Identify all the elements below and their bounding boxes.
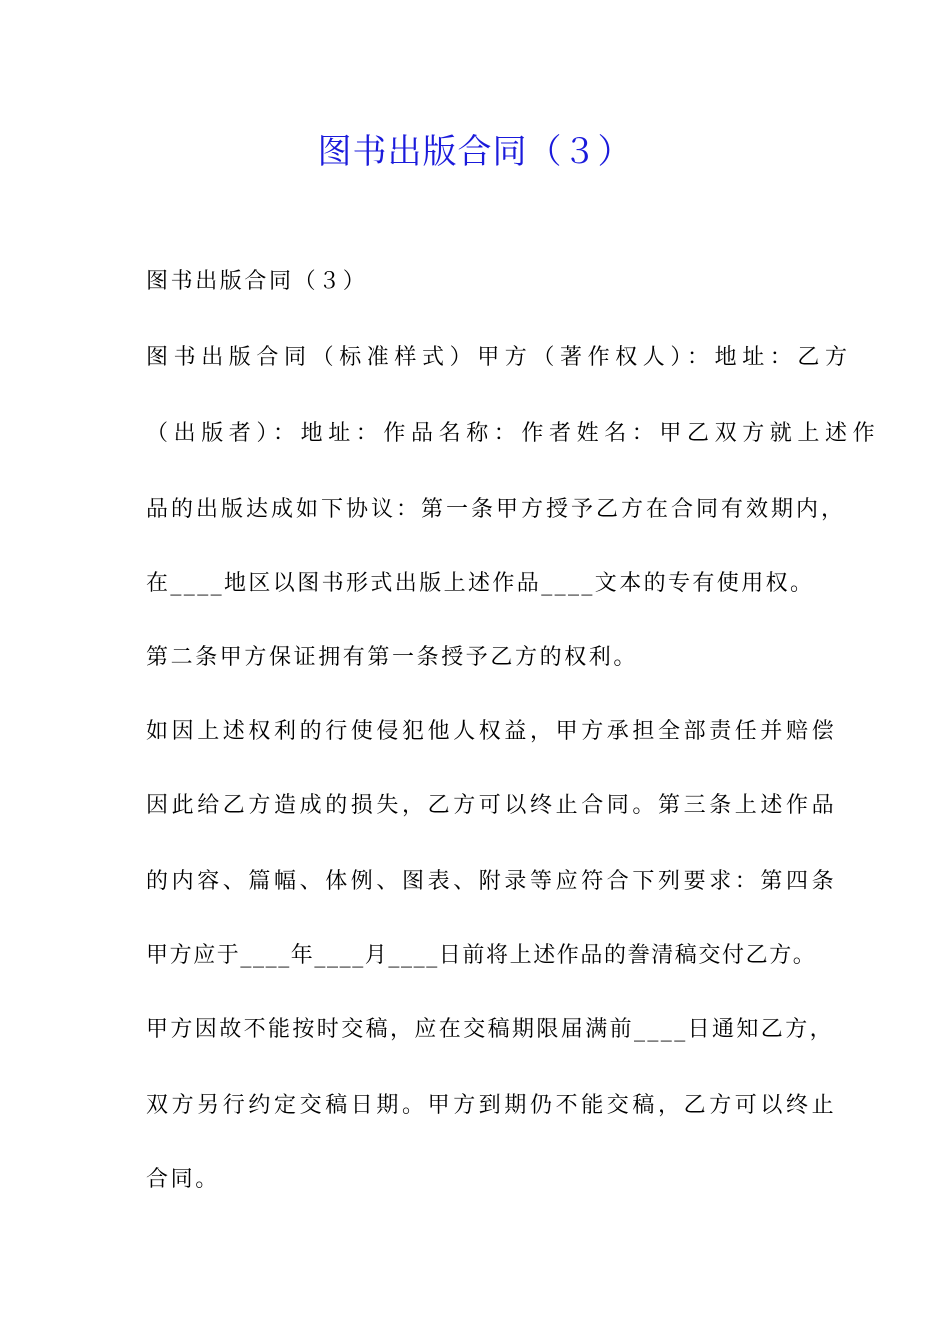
document-title: 图书出版合同（３）	[317, 132, 633, 172]
body-line-6: 第二条甲方保证拥有第一条授予乙方的权利。	[146, 645, 639, 670]
body-line-12: 双方另行约定交稿日期。甲方到期仍不能交稿，乙方可以终止	[146, 1093, 838, 1118]
body-line-8: 因此给乙方造成的损失，乙方可以终止合同。第三条上述作品	[146, 793, 838, 818]
body-line-1: 图书出版合同（３）	[146, 269, 368, 294]
body-line-5: 在____地区以图书形式出版上述作品____文本的专有使用权。	[146, 571, 815, 596]
body-line-11: 甲方因故不能按时交稿，应在交稿期限届满前____日通知乙方，	[146, 1017, 835, 1042]
body-line-7: 如因上述权利的行使侵犯他人权益，甲方承担全部责任并赔偿	[146, 719, 838, 744]
body-line-3: （出版者）：地址：作品名称：作者姓名：甲乙双方就上述作	[146, 421, 881, 446]
body-line-9: 的内容、篇幅、体例、图表、附录等应符合下列要求：第四条	[146, 869, 838, 894]
body-line-10: 甲方应于____年____月____日前将上述作品的誊清稿交付乙方。	[146, 943, 817, 968]
body-line-4: 品的出版达成如下协议：第一条甲方授予乙方在合同有效期内，	[146, 497, 847, 522]
body-line-13: 合同。	[146, 1167, 220, 1192]
body-line-2: 图书出版合同（标准样式）甲方（著作权人）：地址：乙方	[146, 345, 853, 370]
